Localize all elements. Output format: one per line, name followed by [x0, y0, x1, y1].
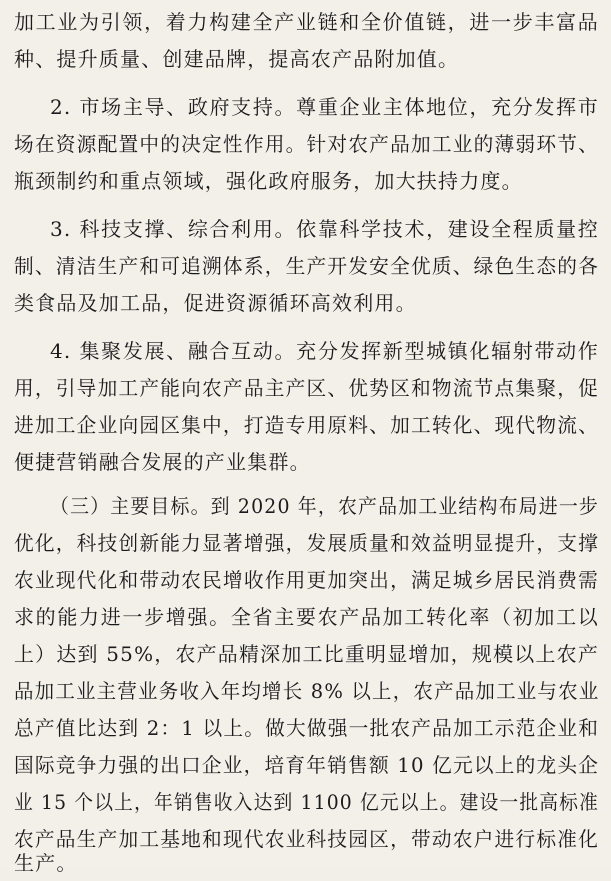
text-line: 农业现代化和带动农民增收作用更加突出，满足城乡居民消费需	[14, 568, 599, 592]
text-line: 用，引导加工产能向农产品主产区、优势区和物流节点集聚，促	[14, 376, 599, 400]
text-line: 类食品及加工品，促进资源循环高效利用。	[14, 291, 417, 315]
text-line: 品加工业主营业务收入年均增长 8% 以上，农产品加工业与农业	[14, 679, 600, 703]
text-line: 总产值比达到 2：1 以上。做大做强一批农产品加工示范企业和	[14, 716, 600, 740]
text-line: 制、清洁生产和可追溯体系，生产开发安全优质、绿色生态的各	[14, 254, 599, 278]
text-line: 农产品生产加工基地和现代农业科技园区，带动农户进行标准化	[14, 827, 599, 851]
text-line: 4. 集聚发展、融合互动。充分发挥新型城镇化辐射带动作	[50, 339, 599, 363]
text-line: 3. 科技支撑、综合利用。依靠科学技术，建设全程质量控	[50, 217, 599, 241]
text-line: 瓶颈制约和重点领域，强化政府服务，加大扶持力度。	[14, 169, 523, 193]
text-line: 求的能力进一步增强。全省主要农产品加工转化率（初加工以	[14, 605, 599, 629]
text-line: 2. 市场主导、政府支持。尊重企业主体地位，充分发挥市	[50, 95, 599, 119]
text-line: 种、提升质量、创建品牌，提高农产品附加值。	[14, 47, 460, 71]
text-line: 业 15 个以上，年销售收入达到 1100 亿元以上。建设一批高标准	[14, 790, 599, 814]
text-line: （三）主要目标。到 2020 年，农产品加工业结构布局进一步	[50, 494, 599, 518]
text-line: 进加工企业向园区集中，打造专用原料、加工转化、现代物流、	[14, 413, 599, 437]
text-line: 国际竞争力强的出口企业，培育年销售额 10 亿元以上的龙头企	[14, 753, 600, 777]
text-line: 加工业为引领，着力构建全产业链和全价值链，进一步丰富品	[14, 10, 599, 34]
text-line: 优化，科技创新能力显著增强，发展质量和效益明显提升，支撑	[14, 531, 599, 555]
text-line: 场在资源配置中的决定性作用。针对农产品加工业的薄弱环节、	[14, 132, 599, 156]
text-line: 生产。	[14, 851, 78, 875]
text-line: 便捷营销融合发展的产业集群。	[14, 450, 311, 474]
text-line: 上）达到 55%，农产品精深加工比重明显增加，规模以上农产	[14, 642, 599, 666]
